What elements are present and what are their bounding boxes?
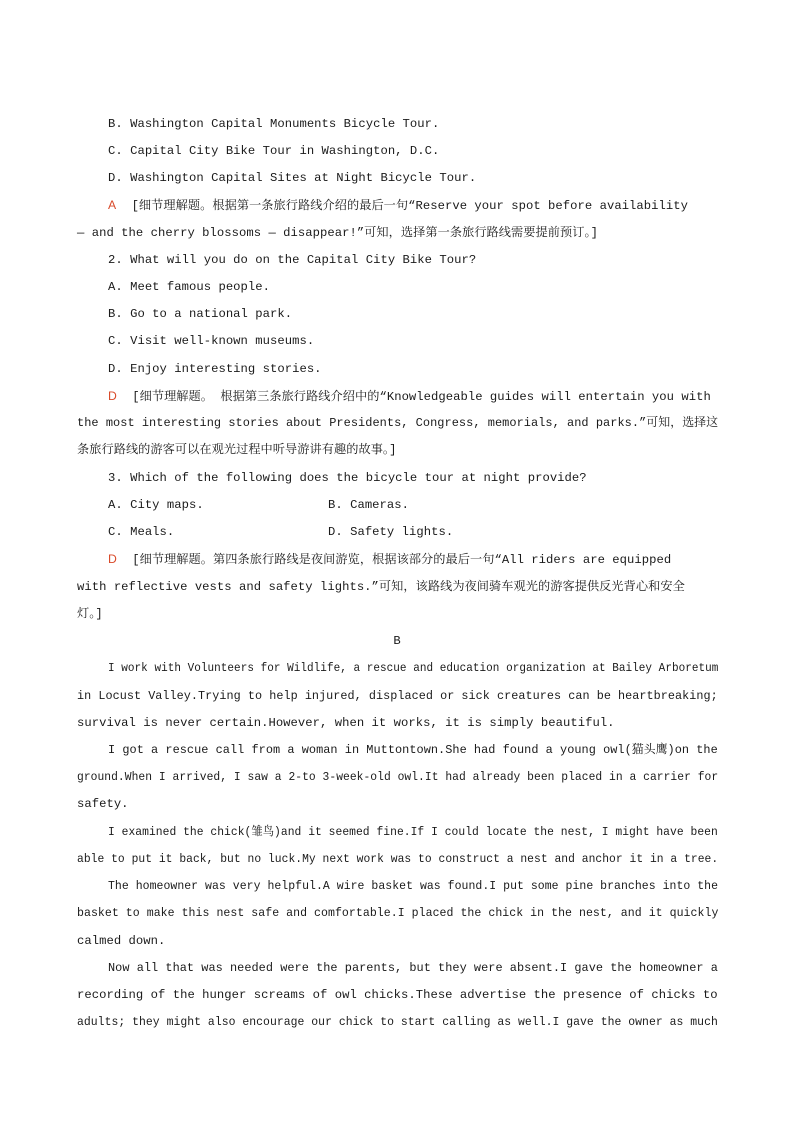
q3-explanation-line-2: with reflective vests and safety lights.”可知，该路线为夜间骑车观光的游客提供反光背心和安全	[77, 580, 685, 594]
q1-explanation-line-1	[108, 197, 688, 214]
p2-line-3: safety.	[77, 797, 129, 811]
p5-line-2: recording of the hunger screams of owl chicks.These advertise the presence of chicks to	[77, 988, 718, 1002]
section-b-heading: B	[393, 634, 401, 648]
q2-explanation-line-1	[108, 388, 711, 405]
p3-line-2: able to put it back, but no luck.My next work was to construct a nest and anchor it in a tree.	[77, 852, 719, 866]
q1-option-d: D. Washington Capital Sites at Night Bicycle Tour.	[108, 171, 477, 185]
q3-option-c: C. Meals.	[108, 525, 175, 539]
p5-line-3: adults; they might also encourage our chick to start calling as well.I gave the owner as much	[77, 1015, 718, 1029]
p4-line-2: basket to make this nest safe and comfortable.I placed the chick in the nest, and it quickly	[77, 906, 719, 920]
p1-line-3: survival is never certain.However, when it works, it is simply beautiful.	[77, 716, 615, 730]
q2-option-b: B. Go to a national park.	[108, 307, 293, 321]
q3-explanation-line-3: 灯。]	[77, 607, 103, 621]
p5-line-1: Now all that was needed were the parents, but they were absent.I gave the homeowner a	[108, 961, 718, 975]
q2-explanation-text-1: [细节理解题。 根据第三条旅行路线介绍中的“Knowledgeable guides will entertain you with	[132, 390, 711, 404]
p1-line-1: I work with Volunteers for Wildlife, a rescue and education organization at Bailey Arboretum	[108, 661, 719, 675]
p2-line-2: ground.When I arrived, I saw a 2-to 3-week-old owl.It had already been placed in a carrier for	[77, 770, 719, 784]
q2-option-d: D. Enjoy interesting stories.	[108, 362, 322, 376]
p1-line-2: in Locust Valley.Trying to help injured, displaced or sick creatures can be heartbreaking;	[77, 689, 718, 703]
p4-line-3: calmed down.	[77, 934, 166, 948]
q1-explanation-text-1: [细节理解题。根据第一条旅行路线介绍的最后一句“Reserve your spot before availability	[131, 199, 688, 213]
q2-answer-letter: D	[108, 389, 117, 403]
q1-explanation-line-2: — and the cherry blossoms — disappear!”可知，选择第一条旅行路线需要提前预订。]	[77, 226, 598, 240]
p3-line-1: I examined the chick(雏鸟)and it seemed fine.If I could locate the nest, I might have been	[108, 825, 718, 839]
p4-line-1: The homeowner was very helpful.A wire basket was found.I put some pine branches into the	[108, 879, 719, 893]
q3-option-d: D. Safety lights.	[328, 525, 454, 539]
q2-explanation-line-2: the most interesting stories about Presidents, Congress, memorials, and parks.”可知，选择这	[77, 416, 719, 430]
q2-option-a: A. Meet famous people.	[108, 280, 271, 294]
q3-option-a: A. City maps.	[108, 498, 204, 512]
q3-question: 3. Which of the following does the bicycle tour at night provide?	[108, 471, 587, 485]
q3-explanation-text-1: [细节理解题。第四条旅行路线是夜间游览，根据该部分的最后一句“All riders are equipped	[132, 553, 672, 567]
q3-answer-letter: D	[108, 552, 117, 566]
q2-question: 2. What will you do on the Capital City Bike Tour?	[108, 253, 477, 267]
p2-line-1: I got a rescue call from a woman in Muttontown.She had found a young owl(猫头鹰)on the	[108, 743, 718, 757]
q3-explanation-line-1	[108, 551, 671, 568]
q2-option-c: C. Visit well-known museums.	[108, 334, 315, 348]
q1-answer-letter: A	[108, 198, 117, 212]
q1-option-c: C. Capital City Bike Tour in Washington, D.C.	[108, 144, 440, 158]
q3-option-b: B. Cameras.	[328, 498, 410, 512]
q1-option-b: B. Washington Capital Monuments Bicycle Tour.	[108, 117, 440, 131]
q2-explanation-line-3: 条旅行路线的游客可以在观光过程中听导游讲有趣的故事。]	[77, 443, 397, 457]
